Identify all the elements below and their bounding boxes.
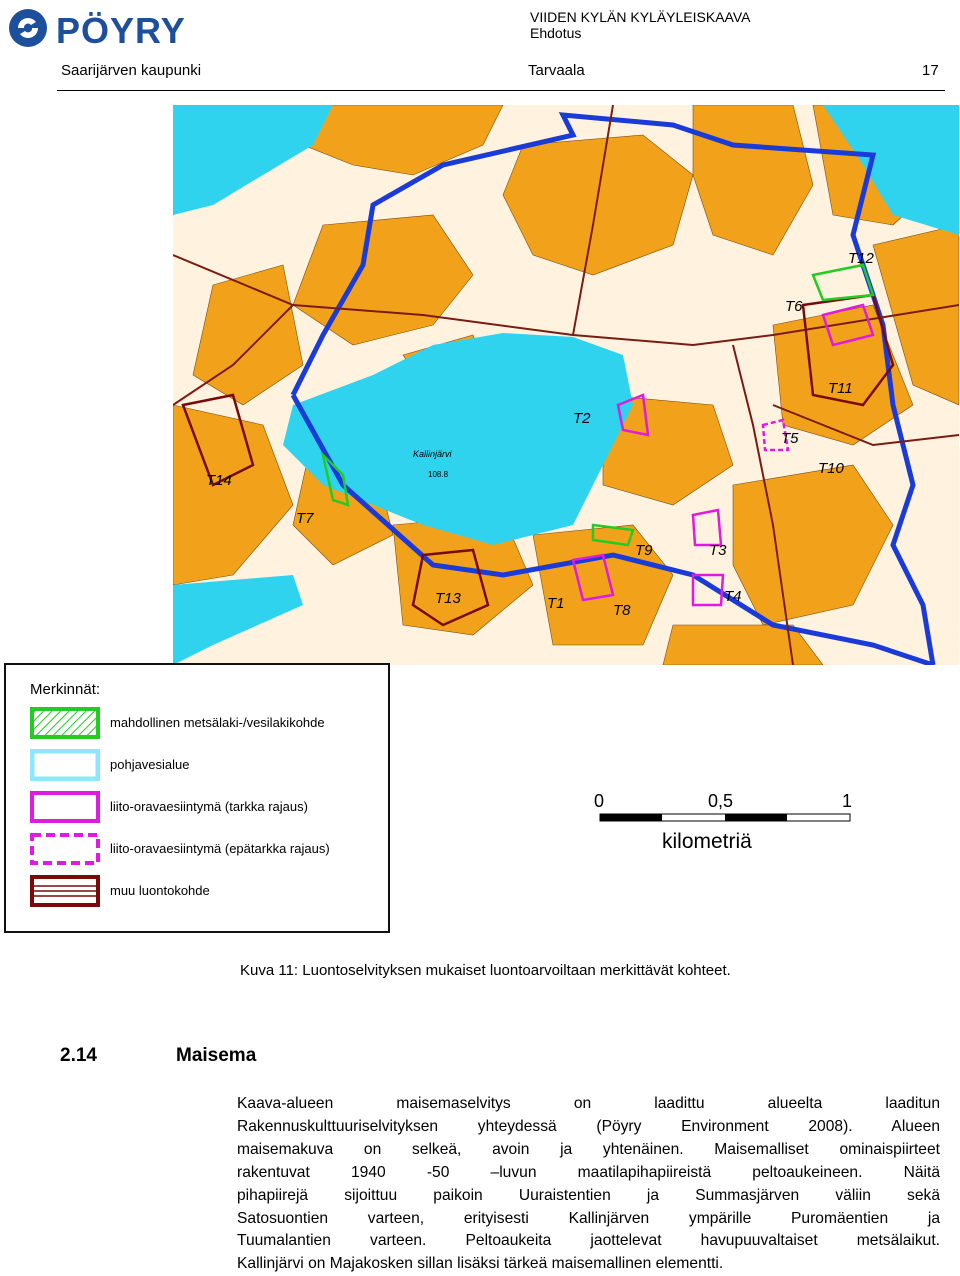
paragraph-line: rakentuvat 1940 -50 –luvun maatilapihapiireistä peltoaukeineen. Näitä (237, 1163, 940, 1181)
site-label: T6 (785, 298, 803, 315)
header-rule (57, 90, 945, 91)
legend-label: liito-oravaesiintymä (epätarkka rajaus) (110, 841, 330, 856)
lake-name: Kallinjärvi (413, 449, 452, 459)
site-label: T14 (206, 472, 232, 489)
scale-bar (590, 790, 860, 860)
site-label: T2 (573, 410, 591, 427)
site-label: T11 (828, 380, 853, 397)
scale-tick-1: 1 (842, 791, 853, 811)
poyry-logo (6, 6, 246, 50)
nature-sites-map (173, 105, 959, 665)
legend-swatch-other-nature (30, 875, 100, 907)
site-label: T7 (296, 510, 314, 527)
paragraph-line: Satosuontien varteen, erityisesti Kallinjärven ympärille Puromäentien ja (237, 1209, 940, 1227)
figure-caption: Kuva 11: Luontoselvityksen mukaiset luontoarvoiltaan merkittävät kohteet. (240, 962, 731, 979)
site-label: T8 (613, 602, 631, 619)
legend-title: Merkinnät: (30, 681, 101, 698)
paragraph-line: Rakennuskulttuuriselvityksen yhteydessä (Pöyry Environment 2008). Alueen (237, 1117, 940, 1135)
legend-label: mahdollinen metsälaki-/vesilakikohde (110, 715, 325, 730)
paragraph-line: Tuumalantien varteen. Peltoaukeita jaottelevat havupuuvaltaiset metsälaikut. (237, 1232, 940, 1250)
site-label: T1 (547, 595, 565, 612)
site-label: T9 (635, 542, 653, 559)
paragraph-line: Kaava-alueen maisemaselvitys on laadittu alueelta laaditun (237, 1095, 940, 1112)
site-label: T5 (781, 430, 799, 447)
paragraph-line: maisemakuva on selkeä, avoin ja yhtenäinen. Maisemalliset ominaispiirteet (237, 1140, 940, 1158)
legend-label: muu luontokohde (110, 883, 210, 898)
section-number: 2.14 (60, 1045, 97, 1066)
legend-swatch-squirrel-approx (30, 833, 100, 865)
running-head-municipality: Saarijärven kaupunki (61, 62, 202, 79)
doc-status: Ehdotus (530, 25, 582, 41)
legend-label: pohjavesialue (110, 757, 190, 772)
scale-tick-0: 0 (594, 791, 605, 811)
paragraph-line: Kallinjärvi on Majakosken sillan lisäksi tärkeä maisemallinen elementti. (237, 1255, 724, 1273)
legend-label: liito-oravaesiintymä (tarkka rajaus) (110, 799, 308, 814)
site-label: T12 (848, 250, 874, 267)
logo-wordmark: PÖYRY (56, 10, 186, 50)
document-heading (530, 9, 750, 41)
map-legend (4, 663, 390, 933)
section-title: Maisema (176, 1045, 257, 1066)
page-number: 17 (922, 62, 939, 79)
doc-title: VIIDEN KYLÄN KYLÄYLEISKAAVA (530, 9, 751, 25)
scale-tick-05: 0,5 (708, 791, 734, 811)
site-label: T10 (818, 460, 844, 477)
legend-swatch-forest-law (30, 707, 100, 739)
legend-swatch-groundwater (30, 749, 100, 781)
site-label: T13 (435, 590, 461, 607)
site-label: T3 (709, 542, 727, 559)
lake-elevation: 108.8 (428, 470, 449, 479)
legend-swatch-squirrel-exact (30, 791, 100, 823)
paragraph-line: pihapiirejä sijoittuu paikoin Uuraistentien ja Summasjärven väliin sekä (237, 1186, 940, 1204)
site-label: T4 (724, 588, 742, 605)
scale-unit: kilometriä (662, 830, 752, 853)
section-paragraph (237, 1093, 940, 1276)
running-head-village: Tarvaala (528, 62, 585, 79)
